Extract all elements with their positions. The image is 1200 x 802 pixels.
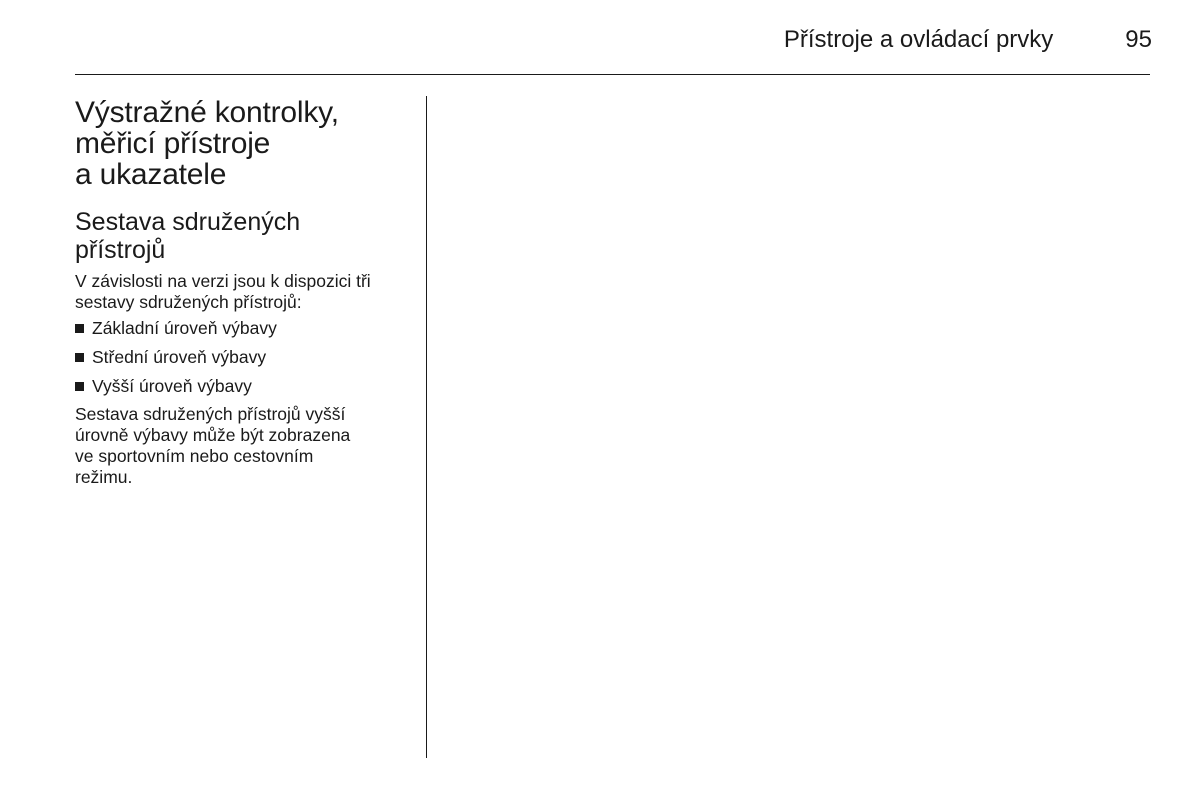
equipment-level-list — [75, 318, 415, 397]
page-number: 95 — [1125, 26, 1152, 53]
paragraph-line: Sestava sdružených přístrojů vyšší — [75, 404, 346, 424]
column-divider — [426, 96, 427, 758]
running-header — [784, 24, 1152, 56]
chapter-title-line: a ukazatele — [75, 158, 227, 191]
list-item — [75, 376, 415, 397]
square-bullet-icon — [75, 353, 84, 362]
intro-paragraph — [75, 271, 415, 313]
paragraph-line: V závislosti na verzi jsou k dispozici tři — [75, 271, 371, 291]
paragraph-line: režimu. — [75, 467, 133, 487]
list-item — [75, 318, 415, 339]
closing-paragraph — [75, 404, 415, 488]
list-item-label: Střední úroveň výbavy — [92, 347, 267, 367]
list-item-label: Základní úroveň výbavy — [92, 318, 277, 338]
square-bullet-icon — [75, 382, 84, 391]
section-title — [75, 208, 415, 264]
paragraph-line: ve sportovním nebo cestovním — [75, 446, 314, 466]
square-bullet-icon — [75, 324, 84, 333]
header-section-name: Přístroje a ovládací prvky — [783, 26, 1054, 53]
section-title-line: Sestava sdružených — [75, 208, 301, 236]
chapter-title-line: měřicí přístroje — [75, 127, 271, 160]
paragraph-line: úrovně výbavy může být zobrazena — [75, 425, 351, 445]
paragraph-line: sestavy sdružených přístrojů: — [75, 292, 302, 312]
chapter-title — [75, 97, 415, 190]
list-item — [75, 347, 415, 368]
section-title-line: přístrojů — [75, 236, 166, 264]
chapter-title-line: Výstražné kontrolky, — [75, 96, 339, 129]
left-column — [75, 97, 415, 488]
header-divider — [75, 74, 1150, 75]
list-item-label: Vyšší úroveň výbavy — [92, 376, 252, 396]
